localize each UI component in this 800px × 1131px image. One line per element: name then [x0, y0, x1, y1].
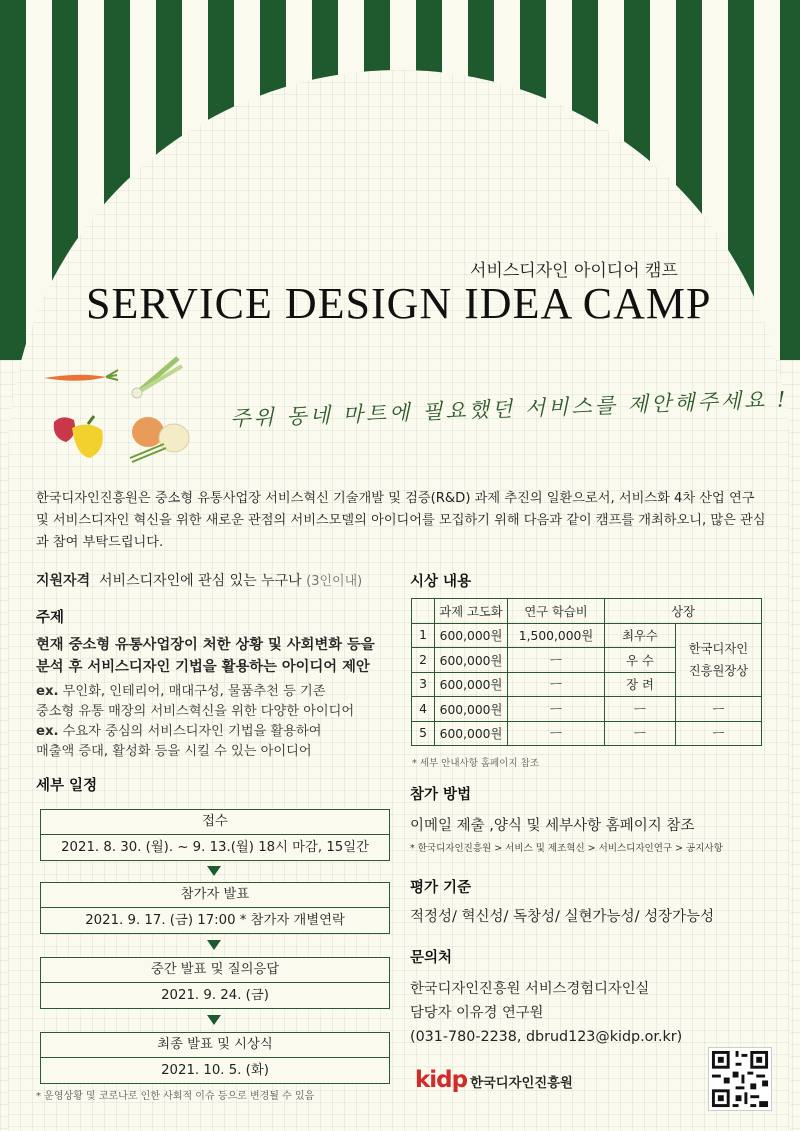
example-line: 중소형 유통 매장의 서비스혁신을 위한 다양한 아이디어: [36, 704, 355, 719]
page-title: SERVICE DESIGN IDEA CAMP: [86, 279, 712, 328]
schedule-step-title: 참가자 발표: [41, 883, 389, 908]
schedule-step-date: 2021. 9. 24. (금): [161, 988, 269, 1003]
intro-paragraph: 한국디자인진흥원은 중소형 유통사업장 서비스혁신 기술개발 및 검증(R&D) 과제 추진의 일환으로서, 서비스화 4차 산업 연구 및 서비스디자인 혁신을 위한 새로운 관점의 서비스모델의 아이디어를 모집하기 위해 다음과 같이 캠프를 개최하오니, 많은 관심과 참여 부탁드립니다.: [36, 491, 766, 550]
contact-email[interactable]: (031-780-2238, dbrud123@kidp.or.kr): [410, 1029, 683, 1045]
table-cell: 1,500,000원: [508, 623, 605, 648]
logo-org-name: 한국디자인진흥원: [470, 1076, 573, 1091]
table-cell: ㅡ: [508, 672, 605, 697]
schedule-note: * 운영상황 및 코로나로 인한 사회적 이슈 등으로 변경될 수 있음: [36, 1091, 315, 1102]
example-line: 무인화, 인테리어, 매대구성, 물품추천 등 기존: [62, 684, 326, 699]
contact-info: [410, 977, 682, 1049]
table-row: [412, 721, 762, 746]
merged-award-line: 진흥원장상: [688, 663, 749, 678]
table-cell: ㅡ: [676, 721, 762, 746]
table-cell: 600,000원: [435, 648, 508, 673]
evaluation-heading: 평가 기준: [410, 880, 472, 896]
schedule-step-date: 2021. 8. 30. (월). ~ 9. 13.(월) 18시 마감, 15일간: [61, 840, 369, 855]
table-cell: 2: [412, 648, 435, 673]
table-cell: 최우수: [605, 623, 676, 648]
example-line: 매출액 증대, 활성화 등을 시킬 수 있는 아이디어: [36, 744, 312, 759]
logo-mark: kidp: [415, 1067, 468, 1093]
peppers-illustration: [48, 412, 110, 462]
awards-note: * 세부 안내사항 홈페이지 참조: [412, 758, 539, 769]
table-cell: 4: [412, 697, 435, 722]
contact-line: 담당자 이유경 연구원: [410, 1005, 544, 1021]
table-cell: ㅡ: [605, 697, 676, 722]
apply-text: 이메일 제출 ,양식 및 세부사항 홈페이지 참조: [410, 818, 695, 834]
example-prefix: ex.: [36, 724, 59, 739]
table-cell: 600,000원: [435, 672, 508, 697]
apply-heading: 참가 방법: [410, 787, 472, 803]
topic-examples: [36, 682, 406, 762]
apply-breadcrumb: * 한국디자인진흥원 > 서비스 및 제조혁신 > 서비스디자인연구 > 공지사항: [410, 843, 723, 854]
green-onion-illustration: [128, 352, 188, 404]
table-header-cell: 상장: [605, 599, 762, 624]
table-cell: 600,000원: [435, 623, 508, 648]
table-row: [412, 623, 762, 648]
down-arrow-icon: [207, 866, 221, 876]
table-cell: 600,000원: [435, 721, 508, 746]
table-cell: 장 려: [605, 672, 676, 697]
schedule-step: [40, 809, 390, 861]
eligibility-label: 지원자격: [36, 573, 91, 589]
schedule-step: [40, 1032, 390, 1084]
tagline: 주위 동네 마트에 필요했던 서비스를 제안해주세요 !: [229, 387, 789, 431]
onion-illustration: [126, 408, 196, 464]
table-cell: 600,000원: [435, 697, 508, 722]
subtitle: 서비스디자인 아이디어 캠프: [470, 261, 678, 281]
schedule-step: [40, 957, 390, 1009]
merged-award-cell: [676, 623, 762, 697]
table-header-cell: 연구 학습비: [508, 599, 605, 624]
topic-heading: 주제: [36, 610, 65, 626]
table-cell: ㅡ: [605, 721, 676, 746]
table-cell: ㅡ: [508, 697, 605, 722]
table-cell: ㅡ: [508, 721, 605, 746]
contact-line: 한국디자인진흥원 서비스경험디자인실: [410, 981, 650, 997]
schedule-step-date: 2021. 9. 17. (금) 17:00 * 참가자 개별연락: [85, 913, 345, 928]
table-row: [412, 697, 762, 722]
table-cell: 우 수: [605, 648, 676, 673]
schedule-step: [40, 882, 390, 934]
topic-main-line: 현재 중소형 유통사업장이 처한 상황 및 사회변화 등을: [36, 637, 375, 653]
topic-main-line: 분석 후 서비스디자인 기법을 활용하는 아이디어 제안: [36, 659, 370, 675]
carrot-illustration: [40, 360, 120, 390]
evaluation-text: 적정성/ 혁신성/ 독창성/ 실현가능성/ 성장가능성: [410, 909, 715, 925]
qr-code-icon[interactable]: [708, 1047, 772, 1111]
awards-heading: 시상 내용: [410, 574, 472, 590]
table-header-cell: [412, 599, 435, 624]
down-arrow-icon: [207, 1015, 221, 1025]
schedule-step-date: 2021. 10. 5. (화): [161, 1063, 269, 1078]
table-header-cell: 과제 고도화: [435, 599, 508, 624]
table-cell: 5: [412, 721, 435, 746]
table-cell: 3: [412, 672, 435, 697]
eligibility-value: 서비스디자인에 관심 있는 누구나: [99, 573, 302, 589]
example-prefix: ex.: [36, 684, 59, 699]
schedule-heading: 세부 일정: [36, 778, 98, 794]
table-cell: ㅡ: [676, 697, 762, 722]
table-cell: ㅡ: [508, 648, 605, 673]
table-header-row: [412, 599, 762, 624]
topic-main: [36, 634, 406, 678]
schedule-step-title: 최종 발표 및 시상식: [41, 1033, 389, 1058]
merged-award-line: 한국디자인: [688, 641, 749, 656]
schedule-step-title: 접수: [41, 810, 389, 835]
awards-table: [411, 598, 762, 746]
kidp-logo: [415, 1067, 573, 1093]
contact-heading: 문의처: [410, 950, 453, 966]
table-cell: 1: [412, 623, 435, 648]
schedule-step-title: 중간 발표 및 질의응답: [41, 958, 389, 983]
eligibility-note: (3인이내): [306, 574, 363, 589]
example-line: 수요자 중심의 서비스디자인 기법을 활용하여: [62, 724, 322, 739]
eligibility: [36, 570, 362, 590]
down-arrow-icon: [207, 940, 221, 950]
